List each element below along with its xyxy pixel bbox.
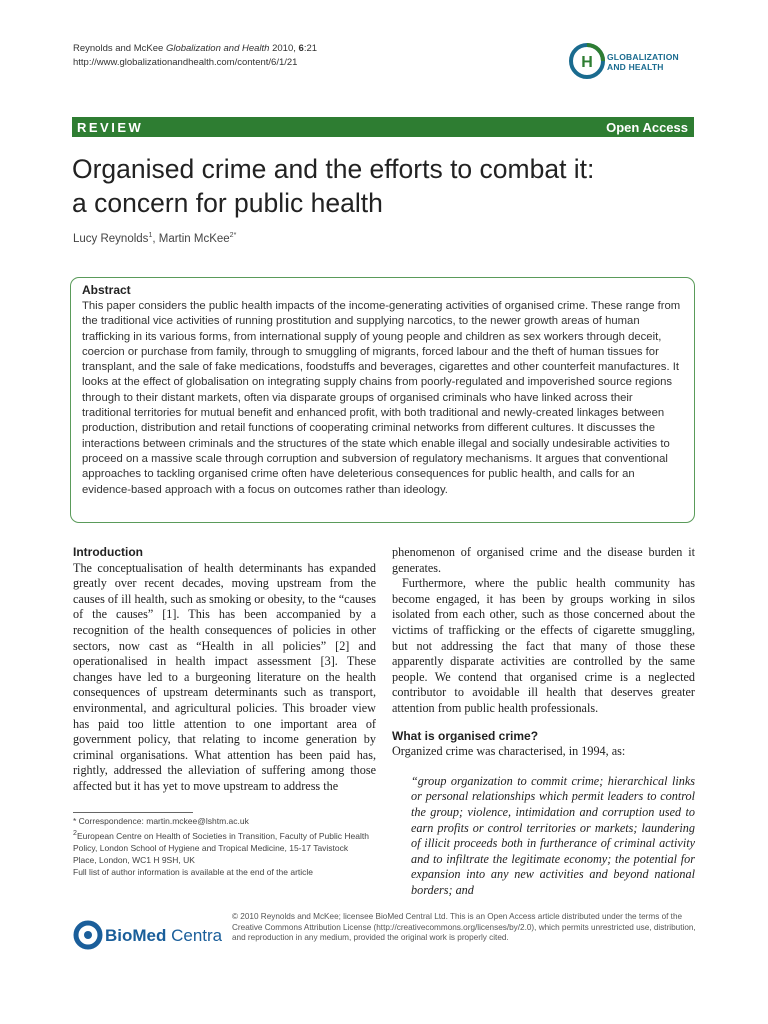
affiliation-text: European Centre on Health of Societies in Transition, Faculty of Public Health Policy, London School of Hygiene and Tropical Medicine, 15-17 Tavistock Place, London, WC1 H 9SH, UK: [73, 830, 369, 865]
journal-logo: [568, 40, 708, 84]
biomed-central-logo: [72, 918, 222, 952]
svg-text:BioMed Central: [105, 926, 222, 945]
abstract-box: [70, 277, 695, 523]
cite-authors: Reynolds and McKee: [73, 43, 164, 54]
introduction-heading: Introduction: [73, 545, 143, 559]
correspondence: * Correspondence: martin.mckee@lshtm.ac.uk: [73, 816, 249, 826]
right-paragraph-2: Furthermore, where the public health community has become engaged, it has been by groups working in silos isolated from each other, such as those concerned about the victims of trafficking or the effects of cigarette smuggling, but not addressing the fact that many of those these apparently disparate activities are controlled by the same people. We contend that organised crime is a neglected contributor to avoidable ill health that deserves greater attention from public health professionals.: [392, 576, 695, 715]
article-title: [72, 152, 712, 220]
right-column: [392, 545, 695, 898]
author-2-affil: 2*: [229, 232, 237, 239]
title-line-2: a concern for public health: [72, 188, 383, 218]
footnote: [73, 815, 373, 878]
right-paragraph-3: Organized crime was characterised, in 1994, as:: [392, 744, 626, 759]
title-line-1: Organised crime and the efforts to combat it:: [72, 154, 595, 184]
article-url[interactable]: http://www.globalizationandhealth.com/content/6/1/21: [73, 57, 298, 68]
logo-text: [607, 52, 679, 72]
biomed-central-mark-icon: [72, 918, 222, 952]
cite-article: :21: [303, 43, 318, 54]
abstract-text: This paper considers the public health impacts of the income-generating activities of organised crime. These range from the traditional vice activities of running prostitution and supplying narcotics, to the newer growth areas of human trafficking in its various forms, from international supply of young people and children as sex workers through deceit, coercion or purchase from family, through to smuggling of migrants, forced labour and the theft of human tissues for transplant, and the sale of fake medications, foodstuffs and beverages, cigarettes and other counterfeit manufactures. It looks at the effect of globalisation on integrating supply chains from poorly-regulated and impoverished source regions through to their distant markets, often via disparate groups of organised criminals who have linked across their traditional territories for mutual benefit and enhanced profit, with both traditional and newly-created linkages between production, distribution and retail functions of cooperating criminal networks from different cultures. It discusses the interactions between criminals and the structures of the state which enable illegal and socially undesirable activities to proceed on a massive scale through corruption and subversion of regulatory mechanisms. It argues that conventional approaches to tackling organised crime often have deleterious consequences for public health, and calls for an evidence-based approach with a focus on outcomes rather than ideology.: [82, 300, 681, 496]
logo-line2: AND HEALTH: [607, 62, 664, 72]
introduction-paragraph: The conceptualisation of health determinants has expanded greatly over recent decades, moving upstream from the causes of ill health, such as smoking or obesity, to the “causes of the causes” [1]. This has been accompanied by a recognition of the health consequences of policies in other sectors, now cast as “Health in all policies” [2] and operationalised in health impact assessment [3]. These changes have led to a burgeoning literature on the health consequences of upstream determinants such as transport, environmental, and agricultural policies. This broader view has paid too little attention to one important area of government policy, that relating to income generation by criminal organisations. What attention has been paid has, rightly, addressed the alleviation of suffering among those affected but it has yet to move upstream to address the: [73, 560, 376, 793]
cite-volume: 6: [298, 43, 304, 54]
citation-header: [73, 42, 317, 70]
article-type-bar: [72, 117, 694, 137]
logo-line1: GLOBALIZATION: [607, 52, 679, 62]
logo-letter: H: [581, 54, 593, 71]
author-1: Lucy Reynolds: [73, 232, 149, 245]
cite-year: 2010,: [272, 43, 299, 54]
journal-name: Globalization and Health: [165, 43, 270, 54]
author-1-affil: 1: [148, 232, 153, 239]
globe-icon: [568, 40, 608, 82]
license-text: © 2010 Reynolds and McKee; licensee BioMed Central Ltd. This is an Open Access article distributed under the terms of the Creative Commons Attribution License (http://creativecommons.org/licenses/by/2.0), which permits unrestricted use, distribution, and reproduction in any medium, provided the original work is properly cited.: [232, 912, 696, 943]
abstract-heading: Abstract: [82, 283, 131, 297]
bmc-name-bold: BioMed: [105, 926, 167, 945]
author-separator: ,: [152, 232, 159, 245]
bmc-name-light: Central: [166, 926, 222, 945]
full-list-note: Full list of author information is available at the end of the article: [73, 866, 314, 877]
author-2: Martin McKee: [158, 232, 230, 245]
affiliation-sup: 2: [73, 829, 77, 837]
left-column: [73, 545, 376, 795]
right-paragraph-1: phenomenon of organised crime and the disease burden it generates.: [392, 545, 695, 575]
section-heading-organised-crime: What is organised crime?: [392, 728, 539, 743]
definition-quote: “group organization to commit crime; hierarchical links or personal relationships which permit leaders to control the group; violence, intimidation and corruption used to earn profits or control territories or markets; laundering of illicit proceeds both in furtherance of criminal activity and to infiltrate the legitimate economy; the potential for expansion into any new activities and beyond national borders; and: [411, 773, 695, 897]
article-type-label: REVIEW: [77, 119, 144, 135]
author-list: [73, 232, 236, 245]
footnote-divider: [73, 812, 193, 813]
affiliation: [73, 827, 373, 866]
open-access-label: Open Access: [606, 119, 688, 135]
